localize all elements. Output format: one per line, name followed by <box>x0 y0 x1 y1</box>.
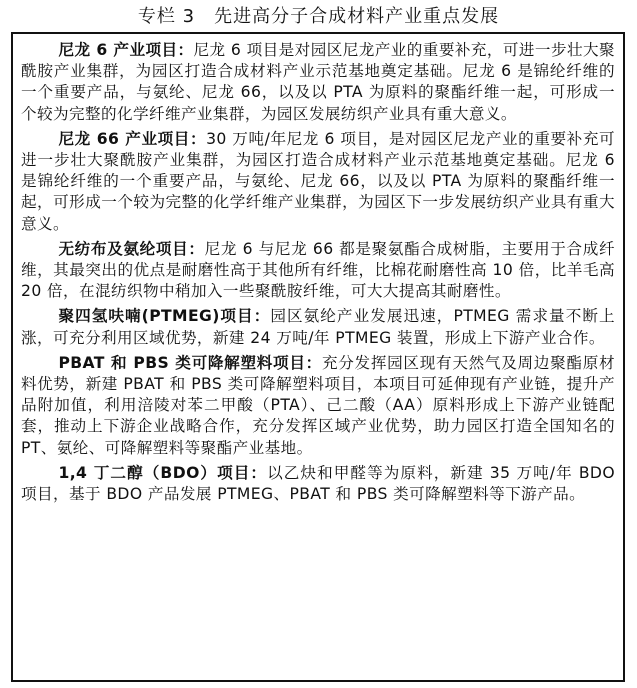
column-title: 专栏 3 先进高分子合成材料产业重点发展 <box>137 6 500 27</box>
project-nonwoven-spandex <box>21 239 615 303</box>
column-box <box>11 32 625 682</box>
project-description: 30 万吨/年尼龙 6 项目，是对园区尼龙产业的重要补充可进一步壮大聚酰胺产业集群，为园区打造合成材料产业示范基地奠定基础。尼龙 6 是锦纶纤维的一个重要产品，与氨纶、尼龙 66，以及以 PTA 为原料的聚酯纤维一起，可形成一个较为完整的化学纤维产业集群，为园区下一步发展纺织产业具有重大意义。 <box>21 129 615 233</box>
project-nylon6 <box>21 40 615 125</box>
project-description: 以乙炔和甲醛等为原料，新建 35 万吨/年 BDO 项目，基于 BDO 产品发展 PTMEG、PBAT 和 PBS 类可降解塑料等下游产品。 <box>21 463 616 504</box>
project-heading: 尼龙 6 产业项目： <box>58 41 194 59</box>
project-heading: PBAT 和 PBS 类可降解塑料项目： <box>58 353 322 372</box>
project-description: 园区氨纶产业发展迅速，PTMEG 需求量不断上涨，可充分利用区域优势，新建 24 万吨/年 PTMEG 装置，形成上下游产业合作。 <box>21 307 615 347</box>
project-heading: 聚四氢呋喃(PTMEG)项目： <box>58 307 271 326</box>
project-heading: 无纺布及氨纶项目： <box>58 239 205 258</box>
project-description: 尼龙 6 与尼龙 66 都是聚氨酯合成树脂，主要用于合成纤维，其最突出的优点是耐磨性高于其他所有纤维，比棉花耐磨性高 10 倍，比羊毛高 20 倍，在混纺织物中稍加入一些聚酰胺纤维，可大大提高其耐磨性。 <box>21 239 615 301</box>
project-pbat-pbs <box>21 353 615 459</box>
project-bdo <box>21 463 615 505</box>
project-nylon66 <box>21 129 615 235</box>
project-description: 充分发挥园区现有天然气及周边聚酯原材料优势，新建 PBAT 和 PBS 类可降解塑料项目，本项目可延伸现有产业链，提升产品附加值，利用涪陵对苯二甲酸（PTA）、己二酸（AA）原料形成上下游产业链配套，推动上下游企业战略合作，充分发挥区域产业优势，助力园区打造全国知名的 PT、氨纶、可降解塑料等聚酯产业基地。 <box>21 353 615 457</box>
project-ptmeg <box>21 306 615 348</box>
project-heading: 1,4 丁二醇（BDO）项目： <box>58 463 268 482</box>
project-description: 尼龙 6 项目是对园区尼龙产业的重要补充，可进一步壮大聚酰胺产业集群，为园区打造合成材料产业示范基地奠定基础。尼龙 6 是锦纶纤维的一个重要产品，与氨纶、尼龙 66，以及以 PTA 为原料的聚酯纤维一起，可形成一个较为完整的化学纤维产业集群，为园区发展纺织产业具有重大意义。 <box>21 41 615 123</box>
project-heading: 尼龙 66 产业项目： <box>58 129 207 148</box>
